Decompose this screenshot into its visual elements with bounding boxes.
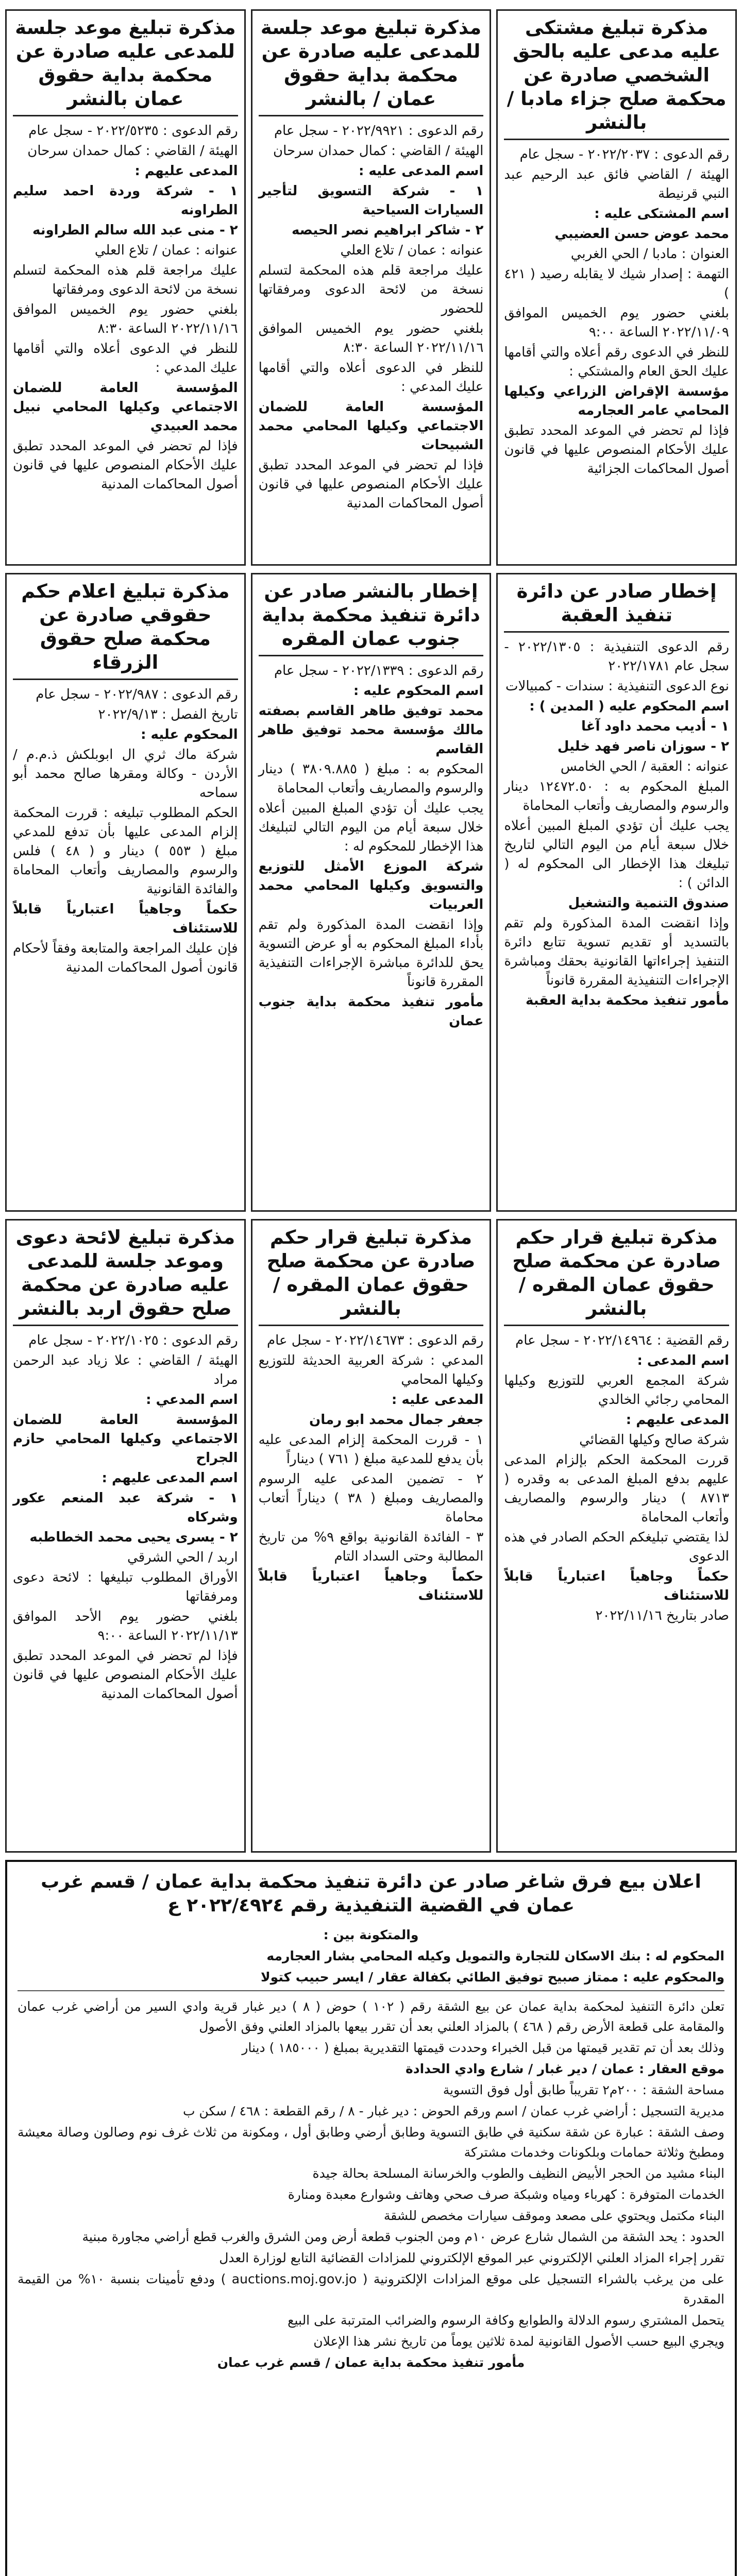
notice-line: ١ - شركة عبد المنعم عكور وشركاه	[12, 1490, 238, 1525]
notice-line: حكماً وجاهياً اعتبارياً قابلاً للاستئناف	[258, 1569, 484, 1603]
notice-line: الهيئة / القاضي : كمال حمدان سرحان	[27, 143, 238, 159]
notice-box	[251, 1219, 492, 1853]
notice-line: للنظر في الدعوى رقم أعلاه والتي أقامها عليك الحق العام والمشتكي :	[504, 345, 729, 379]
notice-line: رقم الدعوى : ٢٠٢٢/٩٨٧ - سجل عام	[36, 687, 238, 702]
notice-line: الهيئة / القاضي فائق عبد الرحيم عبد النبي قرنيطة	[504, 167, 729, 201]
divider	[18, 1990, 724, 1991]
notice-line: عليك مراجعة قلم هذه المحكمة لتسلم نسخة من لائحة الدعوى ومرفقاتها	[12, 263, 238, 297]
notice-line: الحكم المطلوب تبليغه : قررت المحكمة إلزام المدعى عليها بأن تدفع للمدعي مبلغ ( ٥٥٣ ) دينار و ( ٤٨ ) فلس والرسوم والمصاريف وأتعاب المحاماة والفائدة القانونية	[12, 805, 238, 897]
notice-line: عنوانه : العقبة / الحي الخامس	[560, 759, 729, 774]
notice-line: فإذا لم تحضر في الموعد المحدد تطبق عليك الأحكام المنصوص عليها في قانون أصول المحاكمات الجزائية	[504, 423, 729, 477]
auction-line: تعلن دائرة التنفيذ لمحكمة بداية عمان عن بيع الشقة رقم ( ١٠٢ ) حوض ( ٨ ) دير غبار قرية وادي السير من أراضي غرب عمان والمقامة على قطعة الأرض رقم ( ٤٦٨ ) بالمزاد العلني بعد أن تقرر بيعها بالمزاد العلني وفق الأصول	[18, 1999, 725, 2034]
notice-line: يجب عليك أن تؤدي المبلغ المبين أعلاه خلال سبعة أيام من اليوم التالي لتاريخ تبليغك هذا الإخطار الى المحكوم له ( الدائن ) :	[504, 818, 729, 891]
notice-line: جعفر جمال محمد ابو رمان	[309, 1412, 484, 1428]
notice-line: صندوق التنمية والتشغيل	[568, 895, 729, 911]
auction-party-line: المحكوم له : بنك الاسكان للتجارة والتمويل وكيله المحامي بشار العجارمه	[266, 1948, 724, 1963]
notice-line: تاريخ الفصل : ٢٠٢٢/٩/١٣	[98, 707, 238, 722]
notice-box	[5, 1219, 246, 1853]
notice-line: ٢ - تضمين المدعى عليه الرسوم والمصاريف ومبلغ ( ٣٨ ) ديناراً أتعاب محاماة	[258, 1471, 484, 1525]
notice-line: نوع الدعوى التنفيذية : سندات - كمبيالات	[505, 679, 729, 694]
notice-line: المحكوم به : مبلغ ( ٣٨٠٩.٨٨٥ ) دينار والرسوم والمصاريف وأتعاب المحاماة	[258, 761, 484, 796]
notice-line: العنوان : مادبا / الحي الغربي	[570, 246, 729, 262]
notice-line: المدعى عليه :	[391, 1392, 484, 1408]
notice-line: ٢ - شاكر ابراهيم نصر الحيصه	[292, 223, 484, 238]
notice-line: مأمور تنفيذ محكمة بداية جنوب عمان	[258, 994, 484, 1029]
notice-line: رقم الدعوى : ٢٠٢٢/١٣٣٩ - سجل عام	[274, 663, 484, 679]
auction-line: وذلك بعد أن تم تقدير قيمتها من قبل الخبراء وحددت قيمتها التقديرية بمبلغ ( ١٨٥٠٠٠ ) دينار	[242, 2040, 724, 2055]
auction-line: ويجري البيع حسب الأصول القانونية لمدة ثلاثين يوماً من تاريخ نشر هذا الإعلان	[313, 2334, 724, 2349]
auction-notice-content	[18, 1870, 724, 2372]
notice-line: ١ - قررت المحكمة إلزام المدعى عليه بأن يدفع للمدعية مبلغ ( ٧٦١ ) ديناراً	[258, 1432, 484, 1467]
notice-line: رقم الدعوى : ٢٠٢٢/٥٢٣٥ - سجل عام	[28, 123, 238, 139]
auction-notice-title: اعلان بيع فرق شاغر صادر عن دائرة تنفيذ محكمة بداية عمان / قسم غرب عمان في القضية التنفيذية رقم ٢٠٢٢/٤٩٢٤ ع	[41, 1871, 701, 1916]
auction-line: موقع العقار : عمان / دير غبار / شارع وادي الحدادة	[406, 2061, 724, 2076]
notice-line: رقم الدعوى : ٢٠٢٢/٢٠٣٧ - سجل عام	[519, 147, 729, 162]
notice-line: للنظر في الدعوى أعلاه والتي أقامها عليك المدعي :	[12, 341, 238, 376]
notice-title: مذكرة تبليغ قرار حكم صادرة عن محكمة صلح حقوق عمان المقره / بالنشر	[259, 1226, 484, 1326]
notice-line: عليك مراجعة قلم هذه المحكمة لتسلم نسخة من لائحة الدعوى ومرفقاتها للحضور	[258, 263, 484, 316]
notice-line: اسم المدعى :	[637, 1353, 729, 1368]
notices-row-3	[5, 1219, 737, 1853]
notice-line: المبلغ المحكوم به : ١٢٤٧٢.٥٠ دينار والرسوم والمصاريف وأتعاب المحاماة	[504, 779, 730, 814]
notice-line: قررت المحكمة الحكم بإلزام المدعى عليهم بدفع المبلغ المدعى به وقدره ( ٨٧١٣ ) دينار والرسوم والمصاريف وأتعاب المحاماة	[504, 1452, 729, 1525]
auction-line: الحدود : يحد الشقة من الشمال شارع عرض ١٠م ومن الجنوب قطعة أرض ومن الشرق والغرب قطع أراضي مجاورة مبنية	[82, 2229, 724, 2244]
notice-title: مذكرة تبليغ موعد جلسة للمدعى عليه صادرة عن محكمة بداية حقوق عمان بالنشر	[13, 16, 238, 116]
notice-line: عنوانه : عمان / تلاع العلي	[94, 243, 238, 258]
notice-line: صادر بتاريخ ٢٠٢٢/١١/١٦	[595, 1608, 729, 1623]
notice-line: مأمور تنفيذ محكمة بداية العقبة	[526, 993, 729, 1008]
notice-line: المؤسسة العامة للضمان الاجتماعي وكيلها المحامي نبيل محمد العبيدي	[12, 380, 238, 434]
auction-notice-box	[5, 1860, 737, 2576]
notice-line: اسم المدعي :	[146, 1392, 238, 1408]
notice-line: التهمة : إصدار شيك لا يقابله رصيد ( ٤٢١ )	[504, 266, 729, 301]
notice-line: رقم الدعوى : ٢٠٢٢/٩٩٢١ - سجل عام	[274, 123, 484, 139]
notice-line: الأوراق المطلوب تبليغها : لائحة دعوى ومرفقاتها	[12, 1570, 238, 1604]
notice-title: مذكرة تبليغ قرار حكم صادرة عن محكمة صلح حقوق عمان المقره / بالنشر	[504, 1226, 729, 1326]
notice-line: اسم المدعى عليه :	[358, 163, 484, 179]
notice-title: مذكرة تبليغ موعد جلسة للمدعى عليه صادرة عن محكمة بداية حقوق عمان / بالنشر	[259, 16, 484, 116]
notice-line: شركة المجمع العربي للتوزيع وكيلها المحامي رجائي الخالدي	[504, 1373, 729, 1408]
notice-line: المحكوم عليه :	[141, 727, 238, 742]
notice-line: المدعي : شركة العربية الحديثة للتوزيع وكيلها المحامي	[258, 1353, 484, 1387]
notice-line: ٣ - الفائدة القانونية بواقع ٩% من تاريخ المطالبة وحتى السداد التام	[258, 1530, 484, 1564]
auction-line: الخدمات المتوفرة : كهرباء ومياه وشبكة صرف صحي وهاتف وشوارع معبدة ومنارة	[288, 2187, 724, 2202]
auction-line: مساحة الشقة : ٢٠٠م٢ تقريباً طابق أول فوق التسوية	[443, 2082, 724, 2097]
notice-title: مذكرة تبليغ لائحة دعوى وموعد جلسة للمدعى عليه صادرة عن محكمة صلح حقوق اربد بالنشر	[13, 1226, 238, 1326]
notice-line: شركة صالح وكيلها القضائي	[579, 1432, 729, 1448]
notice-line: اسم المحكوم عليه ( المدين ) :	[529, 699, 729, 714]
notice-line: اسم المشتكى عليه :	[594, 206, 729, 222]
notice-line: ٢ - يسرى يحيى محمد الخطاطبه	[29, 1530, 238, 1545]
notice-title: مذكرة تبليغ اعلام حكم حقوقي صادرة عن محكمة صلح حقوق الزرقاء	[13, 580, 238, 680]
notice-line: المدعى عليهم :	[134, 163, 238, 179]
notice-line: محمد عوض حسن العضيبي	[554, 226, 729, 242]
notice-line: مؤسسة الإقراض الزراعي وكيلها المحامي عامر العجارمه	[504, 384, 729, 418]
notice-line: الهيئة / القاضي : كمال حمدان سرحان	[273, 143, 484, 159]
auction-line: تقرر إجراء المزاد العلني الإلكتروني عبر الموقع الإلكتروني للمزادات القضائية التابع لوزارة العدل	[219, 2250, 724, 2265]
notice-line: ٢ - سوزان ناصر فهد خليل	[557, 739, 729, 754]
notice-line: بلغني حضور يوم الأحد الموافق ٢٠٢٢/١١/١٣ الساعة ٩:٠٠	[12, 1609, 238, 1643]
auction-line: مديرية التسجيل : أراضي غرب عمان / اسم ورقم الحوض : دير غبار - ٨ / رقم القطعة : ٤٦٨ / سكن ب	[182, 2104, 724, 2119]
auction-line: على من يرغب بالشراء التسجيل على موقع المزادات الإلكترونية ( auctions.moj.gov.jo ) ودفع تأمينات بنسبة ١٠% من القيمة المقدرة	[18, 2272, 725, 2307]
notice-line: وإذا انقضت المدة المذكورة ولم تقم بأداء المبلغ المحكوم به أو عرض التسوية يحق للدائرة مباشرة الإجراءات التنفيذية المقررة قانوناً	[258, 917, 484, 990]
notice-line: فإذا لم تحضر في الموعد المحدد تطبق عليك الأحكام المنصوص عليها في قانون أصول المحاكمات المدنية	[258, 457, 484, 511]
notice-line: الهيئة / القاضي : علا زياد عبد الرحمن مراد	[12, 1353, 238, 1387]
notice-line: المؤسسة العامة للضمان الاجتماعي وكيلها المحامي حازم الجراح	[12, 1412, 238, 1466]
notice-box	[496, 9, 737, 566]
notice-line: شركة الموزع الأمثل للتوزيع والتسويق وكيلها المحامي محمد العربيات	[258, 859, 484, 912]
notice-line: لذا يقتضي تبليغكم الحكم الصادر في هذه الدعوى	[504, 1530, 729, 1564]
notice-line: للنظر في الدعوى أعلاه والتي أقامها عليك المدعي :	[258, 360, 484, 395]
notice-line: بلغني حضور يوم الخميس الموافق ٢٠٢٢/١١/١٦ الساعة ٨:٣٠	[12, 302, 238, 336]
auction-line: وصف الشقة : عبارة عن شقة سكنية في طابق التسوية وطابق أرضي وطابق أول ، ومكونة من ثلاث غرف نوم وصالون وصالة معيشة ومطبخ وثلاثة حمامات وبلكونات وخدمات مشتركة	[18, 2125, 724, 2160]
notice-line: حكماً وجاهياً اعتبارياً قابلاً للاستئناف	[12, 902, 238, 936]
notice-line: رقم القضية : ٢٠٢٢/١٤٩٦٤ - سجل عام	[515, 1333, 729, 1348]
notice-line: ٢ - منى عبد الله سالم الطراونه	[32, 223, 238, 238]
notice-line: فإذا لم تحضر في الموعد المحدد تطبق عليك الأحكام المنصوص عليها في قانون أصول المحاكمات المدنية	[12, 438, 238, 492]
notice-line: بلغني حضور يوم الخميس الموافق ٢٠٢٢/١١/١٦ الساعة ٨:٣٠	[258, 321, 484, 355]
notice-box	[251, 9, 492, 566]
auction-line: البناء مكتمل ويحتوي على مصعد وموقف سيارات مخصص للشقة	[383, 2208, 724, 2223]
notice-line: المؤسسة العامة للضمان الاجتماعي وكيلها المحامي محمد الشبيحات	[258, 399, 484, 453]
notice-line: رقم الدعوى التنفيذية : ٢٠٢٢/١٣٠٥ - سجل عام ٢٠٢٢/١٧٨١	[504, 639, 729, 674]
notice-line: ١ - شركة التسويق لتأجير السيارات السياحية	[258, 183, 484, 218]
notice-line: شركة ماك ثري ال ابوبلكش ذ.م.م / الأردن - وكالة ومقرها صالح محمد أبو سماحه	[12, 747, 238, 801]
auction-line: البناء مشيد من الحجر الأبيض النظيف والطوب والخرسانة المسلحة بحالة جيدة	[312, 2166, 724, 2181]
notice-line: بلغني حضور يوم الخميس الموافق ٢٠٢٢/١١/٠٩ الساعة ٩:٠٠	[504, 306, 729, 340]
auction-notice-subtitle: والمتكونة بين :	[323, 1927, 419, 1942]
notice-box	[5, 9, 246, 566]
notice-line: فإذا لم تحضر في الموعد المحدد تطبق عليك الأحكام المنصوص عليها في قانون أصول المحاكمات المدنية	[12, 1648, 238, 1702]
auction-party-line: والمحكوم عليه : ممتاز صبيح توفيق الطائي بكفالة عقار / ايسر حبيب كتولا	[261, 1970, 724, 1985]
notice-line: ١ - شركة وردة احمد سليم الطراونه	[12, 183, 238, 218]
notice-box	[496, 1219, 737, 1853]
notice-title: إخطار بالنشر صادر عن دائرة تنفيذ محكمة بداية جنوب عمان المقره	[259, 580, 484, 656]
notice-line: حكماً وجاهياً اعتبارياً قابلاً للاستئناف	[504, 1569, 729, 1603]
notice-box	[5, 573, 246, 1212]
notice-title: إخطار صادر عن دائرة تنفيذ العقبة	[504, 580, 729, 633]
auction-line: يتحمل المشتري رسوم الدلالة والطوابع وكافة الرسوم والضرائب المترتبة على البيع	[288, 2313, 724, 2328]
notices-row-1	[5, 9, 737, 566]
notice-line: رقم الدعوى : ٢٠٢٢/١٤٦٧٣ - سجل عام	[266, 1333, 484, 1348]
notice-box	[496, 573, 737, 1212]
notice-line: فإن عليك المراجعة والمتابعة وفقاً لأحكام قانون أصول المحاكمات المدنية	[12, 941, 238, 975]
notice-line: اربد / الحي الشرقي	[127, 1550, 238, 1565]
notice-box	[251, 573, 492, 1212]
notice-line: يجب عليك أن تؤدي المبلغ المبين أعلاه خلال سبعة أيام من اليوم التالي لتبليغك هذا الإخطار للمحكوم له :	[258, 801, 484, 854]
notice-line: اسم المدعى عليهم :	[102, 1470, 238, 1486]
notice-title: مذكرة تبليغ مشتكى عليه مدعى عليه بالحق الشخصي صادرة عن محكمة صلح جزاء مادبا / بالنشر	[504, 16, 729, 140]
notice-line: محمد توفيق طاهر القاسم بصفته مالك مؤسسة محمد توفيق طاهر القاسم	[258, 703, 484, 757]
notices-row-2	[5, 573, 737, 1212]
notice-line: المدعى عليهم :	[626, 1412, 729, 1428]
notice-line: رقم الدعوى : ٢٠٢٢/١٠٢٥ - سجل عام	[28, 1333, 238, 1348]
notice-line: عنوانه : عمان / تلاع العلي	[340, 243, 484, 258]
notice-line: وإذا انقضت المدة المذكورة ولم تقم بالتسديد أو تقديم تسوية تتابع دائرة التنفيذ إجراءاتها القانونية بحقك ومباشرة الإجراءات التنفيذية المقررة قانوناً	[504, 916, 729, 988]
notice-line: اسم المحكوم عليه :	[353, 683, 484, 699]
auction-signature: مأمور تنفيذ محكمة بداية عمان / قسم غرب عمان	[217, 2355, 525, 2370]
notice-line: ١ - أديب محمد داود آغا	[581, 719, 729, 734]
